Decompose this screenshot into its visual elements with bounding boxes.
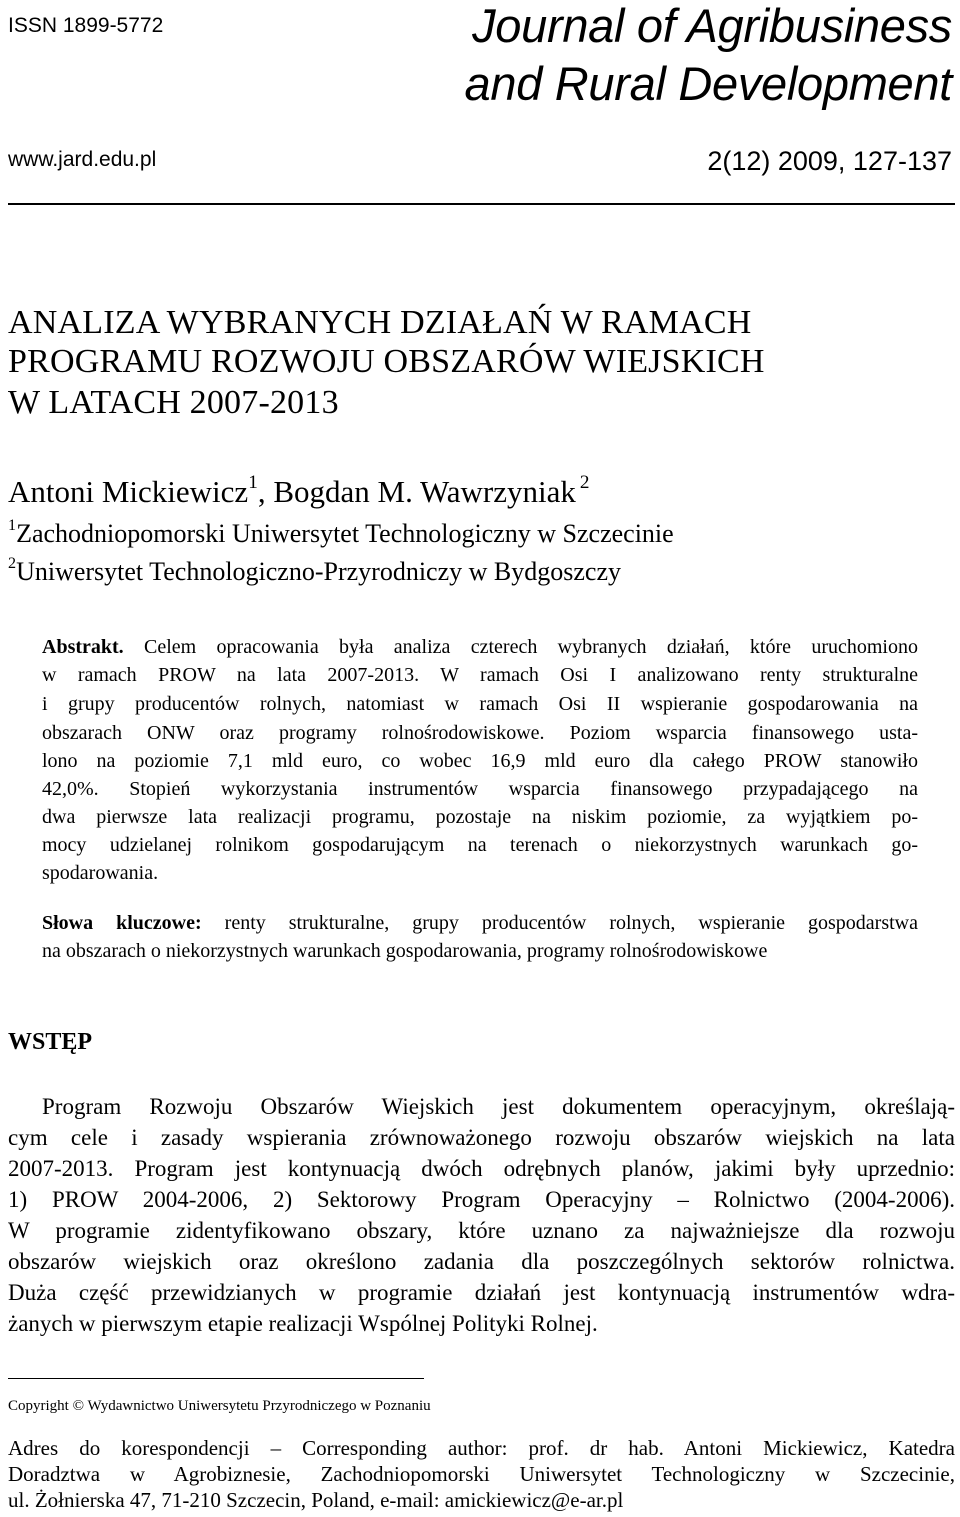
affiliation-sup: 1 — [8, 516, 17, 534]
footnote-rule — [8, 1378, 424, 1379]
copyright: Copyright © Wydawnictwo Uniwersytetu Przyrodniczego w Poznaniu — [8, 1398, 431, 1414]
abstract-line: lono na poziomie 7,1 mld euro, co wobec 16,9 mld euro dla całego PROW stanowiło — [42, 750, 918, 772]
keywords-line: na obszarach o niekorzystnych warunkach gospodarowania, programy rolnośrodowiskowe — [42, 940, 768, 962]
affiliation-text: Uniwersytet Technologiczno-Przyrodniczy w Bydgoszczy — [16, 557, 621, 586]
abstract-line: 42,0%. Stopień wykorzystania instrumentów wsparcia finansowego przypadającego na — [42, 778, 918, 800]
author-name: , Bogdan M. Wawrzyniak — [257, 474, 576, 509]
body-line: żanych w pierwszym etapie realizacji Wspólnej Polityki Rolnej. — [8, 1311, 598, 1336]
body-line: Program Rozwoju Obszarów Wiejskich jest dokumentem operacyjnym, określają- — [42, 1094, 955, 1119]
keywords-label: Słowa kluczowe: — [42, 912, 202, 934]
body-line: Duża część przewidzianych w programie działań jest kontynuacją instrumentów wdra- — [8, 1280, 955, 1305]
author-affiliation-sup: 1 — [248, 471, 258, 493]
body-line: cym cele i zasady wspierania zrównoważonego rozwoju obszarów wiejskich na lata — [8, 1125, 955, 1150]
author-name: Antoni Mickiewicz — [8, 474, 249, 509]
correspondence-line: Adres do korespondencji – Corresponding author: prof. dr hab. Antoni Mickiewicz, Katedra — [8, 1436, 955, 1460]
journal-website[interactable]: www.jard.edu.pl — [8, 148, 157, 171]
keywords-line: Słowa kluczowe: renty strukturalne, grupy producentów rolnych, wspieranie gospodarstwa — [42, 912, 918, 934]
issn: ISSN 1899-5772 — [8, 14, 164, 37]
abstract-line: w ramach PROW na lata 2007-2013. W ramach Osi I analizowano renty strukturalne — [42, 664, 918, 686]
abstract-line: i grupy producentów rolnych, natomiast w ramach Osi II wspieranie gospodarowania na — [42, 693, 918, 715]
article-title-line2: PROGRAMU ROZWOJU OBSZARÓW WIEJSKICH — [8, 343, 765, 380]
abstract-line: mocy udzielanej rolnikom gospodarującym na terenach o niekorzystnych warunkach go- — [42, 834, 918, 856]
abstract-line: obszarach ONW oraz programy rolnośrodowiskowe. Poziom wsparcia finansowego usta- — [42, 722, 918, 744]
journal-title-line1: Journal of Agribusiness — [472, 0, 952, 52]
body-line: W programie zidentyfikowano obszary, które uznano za najważniejsze dla rozwoju — [8, 1218, 955, 1243]
body-line: 1) PROW 2004-2006, 2) Sektorowy Program Operacyjny – Rolnictwo (2004-2006). — [8, 1187, 955, 1212]
issue-info: 2(12) 2009, 127-137 — [707, 146, 952, 176]
article-title-line3: W LATACH 2007-2013 — [8, 384, 339, 421]
section-heading: WSTĘP — [8, 1029, 93, 1055]
article-title-line1: ANALIZA WYBRANYCH DZIAŁAŃ W RAMACH — [8, 304, 752, 341]
abstract-line: spodarowania. — [42, 862, 159, 884]
affiliation-sup: 2 — [8, 554, 17, 572]
affiliation-text: Zachodniopomorski Uniwersytet Technologiczny w Szczecinie — [16, 519, 674, 548]
journal-title-line2: and Rural Development — [464, 57, 952, 110]
affiliation-1 — [8, 516, 674, 549]
correspondence-line: ul. Żołnierska 47, 71-210 Szczecin, Poland, e-mail: amickiewicz@e-ar.pl — [8, 1488, 624, 1512]
authors — [8, 471, 590, 510]
body-line: obszarów wiejskich oraz określono zadania dla poszczególnych sektorów rolnictwa. — [8, 1249, 955, 1274]
header-rule — [8, 203, 955, 205]
correspondence-line: Doradztwa w Agrobiznesie, Zachodniopomorski Uniwersytet Technologiczny w Szczecinie, — [8, 1462, 955, 1486]
abstract-line: dwa pierwsze lata realizacji programu, pozostaje na niskim poziomie, za wyjątkiem po- — [42, 806, 918, 828]
abstract-line: Abstrakt. Celem opracowania była analiza czterech wybranych działań, które uruchomiono — [42, 636, 918, 658]
abstract-label: Abstrakt. — [42, 636, 124, 658]
affiliation-2 — [8, 554, 621, 587]
author-affiliation-sup: 2 — [579, 471, 590, 493]
body-line: 2007-2013. Program jest kontynuacją dwóch odrębnych planów, jakimi były uprzednio: — [8, 1156, 955, 1181]
